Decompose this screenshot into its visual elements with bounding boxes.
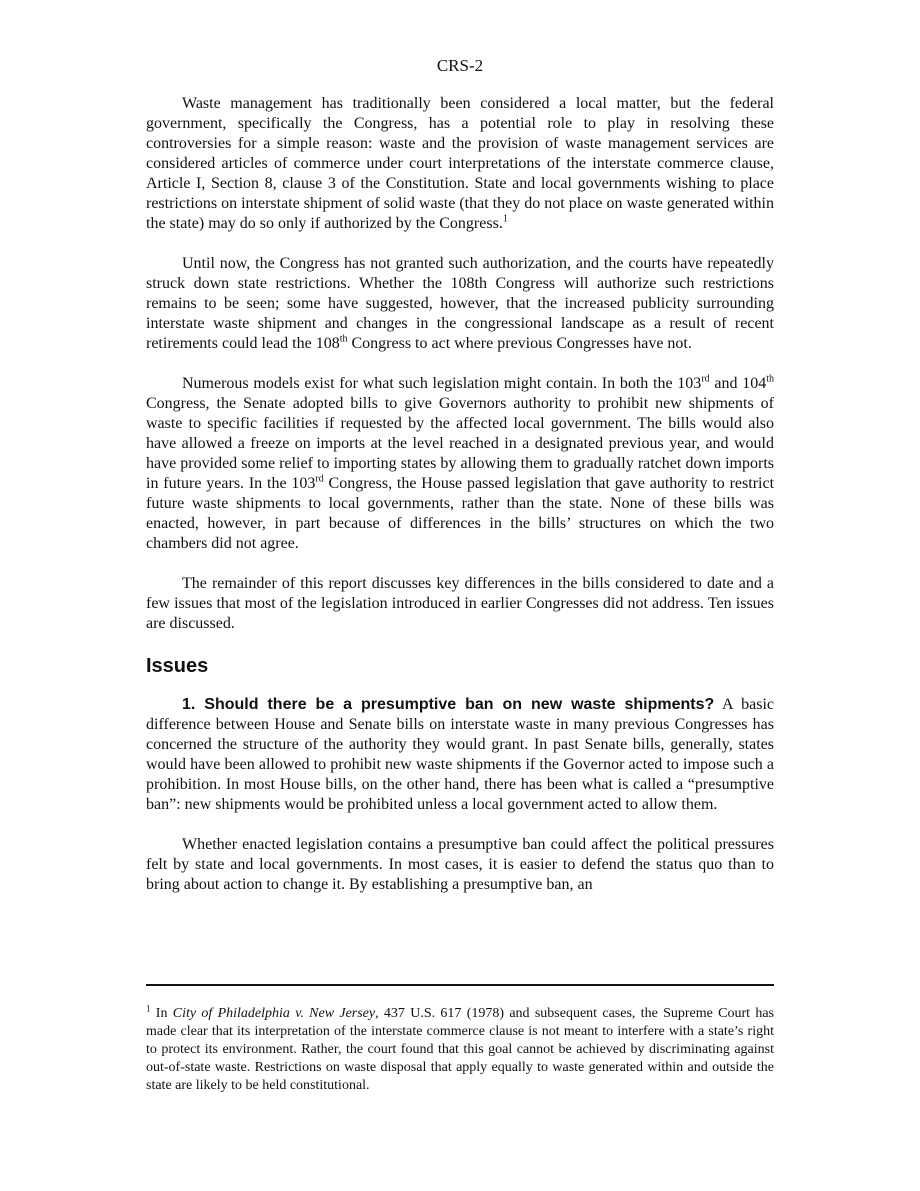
section-heading-issues: Issues <box>146 655 209 677</box>
paragraph-text: A basic difference between House and Senate bills on interstate waste in many previous Congresses has concerned the structure of the authority they would grant. In past Senate bills, generally, states would have been allowed to prohibit new waste shipments if the Governor acted to impose such a prohibition. In most House bills, on the other hand, there has been what is called a “presumptive ban”: new shipments would be prohibited unless a local government acted to allow them. <box>146 696 774 813</box>
paragraph-issue-1 <box>146 695 774 815</box>
footnote-text: In <box>150 1006 173 1021</box>
paragraph-political-pressures: Whether enacted legislation contains a presumptive ban could affect the political pressures felt by state and local governments. In most cases, it is easier to defend the status quo than to bring about action to change it. By establishing a presumptive ban, an <box>146 836 774 893</box>
paragraph-report-remainder: The remainder of this report discusses key differences in the bills considered to date and a few issues that most of the legislation introduced in earlier Congresses did not address. Ten issues are discussed. <box>146 575 774 632</box>
paragraph-text: Until now, the Congress has not granted such authorization, and the courts have repeatedly struck down state restrictions. Whether the 108th Congress will authorize such restrictions remains to be seen; some have suggested, however, that the increased publicity surrounding interstate waste shipment and changes in the congressional landscape as a result of recent retirements could lead the 108 <box>146 255 774 352</box>
footnote-reference[interactable]: 1 <box>502 213 508 225</box>
case-name: City of Philadelphia v. New Jersey <box>172 1006 376 1021</box>
paragraph-authorization <box>146 254 774 354</box>
paragraph-legislation-models <box>146 374 774 554</box>
paragraph-text: Numerous models exist for what such legislation might contain. In both the 103 <box>182 375 702 392</box>
ordinal-suffix: th <box>766 373 774 385</box>
paragraph-text: Congress, the Senate adopted bills to give Governors authority to prohibit new shipments of waste to specific facilities if requested by the affected local government. The bills would also have allowed a freeze on imports at the level reached in a designated previous year, and would have provided some relief to importing states by allowing them to gradually ratchet down imports in future years. In the 103 <box>146 395 774 492</box>
paragraph-text: Congress, the House passed legislation that gave authority to restrict future waste shipments to local governments, rather than the state. None of these bills was enacted, however, in part because of differences in the bills’ structures on which the two chambers did not agree. <box>146 475 775 552</box>
paragraph-text: Congress to act where previous Congresses have not. <box>347 335 692 352</box>
footnote-text: , 437 U.S. 617 (1978) and subsequent cases, the Supreme Court has made clear that its interpretation of the interstate commerce clause is not meant to interfere with a state’s right to protect its environment. Rather, the court found that this goal cannot be achieved by discriminating against out-of-state waste. Restrictions on waste disposal that apply equally to waste generated within and outside the state are likely to be held constitutional. <box>146 1006 774 1093</box>
footnote-1 <box>146 1005 774 1095</box>
paragraph-text: and 104 <box>709 375 767 392</box>
page-header: CRS-2 <box>436 56 484 75</box>
footnote-marker: 1 <box>146 1003 151 1014</box>
footnote-separator <box>146 984 774 986</box>
report-body <box>146 94 774 895</box>
paragraph-text: Waste management has traditionally been considered a local matter, but the federal government, specifically the Congress, has a potential role to play in resolving these controversies for a simple reason: waste and the provision of waste management services are considered articles of commerce under court interpretations of the interstate commerce clause, Article I, Section 8, clause 3 of the Constitution. State and local governments wishing to place restrictions on interstate shipment of solid waste (that they do not place on waste generated within the state) may do so only if authorized by the Congress. <box>146 95 774 232</box>
ordinal-suffix: th <box>339 333 348 345</box>
issue-1-heading: 1. Should there be a presumptive ban on new waste shipments? <box>182 696 715 713</box>
ordinal-suffix: rd <box>315 473 324 485</box>
paragraph-waste-management <box>146 94 774 234</box>
ordinal-suffix: rd <box>701 373 710 385</box>
